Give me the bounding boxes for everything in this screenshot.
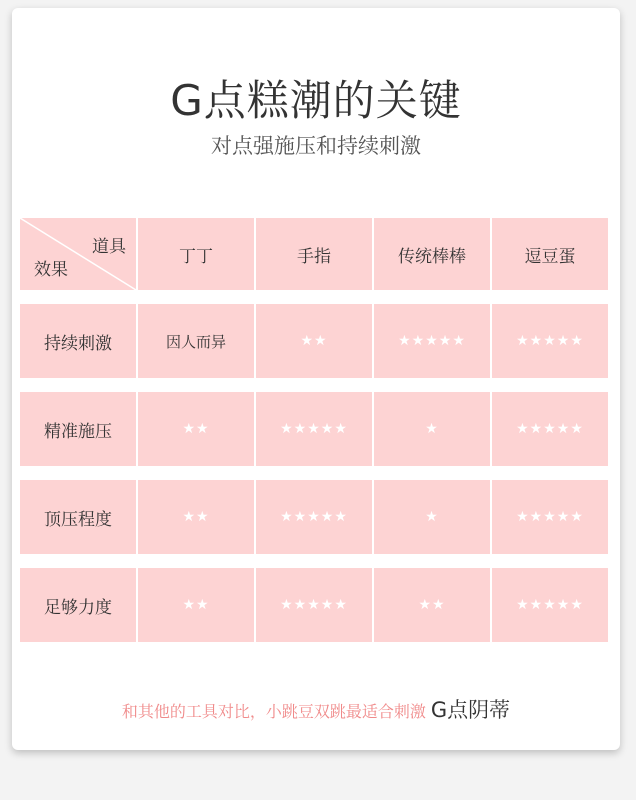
note-text: 和其他的工具对比，小跳豆双跳最适合刺激 [121,702,431,721]
page-subtitle: 对点强施压和持续刺激 [211,134,421,158]
star-rating: ★★ [256,304,372,378]
row-label: 持续刺激 [20,304,136,378]
page-title: G点糕潮的关键 [170,76,462,125]
star-rating: ★★★★★ [492,392,608,466]
table-cell: 因人而异 [138,304,254,378]
star-rating: ★★★★★ [492,568,608,642]
table-row [20,304,612,378]
column-header: 手指 [256,218,372,290]
corner-label-effect: 效果 [34,260,68,280]
row-label: 足够力度 [20,568,136,642]
column-header: 丁丁 [138,218,254,290]
content-card [12,8,620,750]
star-rating: ★ [374,480,490,554]
star-rating: ★★ [374,568,490,642]
table-row [20,392,612,466]
column-header: 传统棒棒 [374,218,490,290]
corner-label-tools: 道具 [92,237,126,257]
row-label: 顶压程度 [20,480,136,554]
star-rating: ★★★★★ [492,480,608,554]
star-rating: ★★★★★ [256,480,372,554]
column-header: 逗豆蛋 [492,218,608,290]
star-rating: ★★★★★ [374,304,490,378]
star-rating: ★★★★★ [256,568,372,642]
note-emphasis: G点阴蒂 [430,698,511,722]
comparison-table [20,218,612,642]
star-rating: ★★★★★ [256,392,372,466]
star-rating: ★★ [138,480,254,554]
comparison-note [12,694,620,724]
star-rating: ★★ [138,392,254,466]
star-rating: ★★ [138,568,254,642]
star-rating: ★★★★★ [492,304,608,378]
table-header-row [20,218,612,290]
row-label: 精准施压 [20,392,136,466]
star-rating: ★ [374,392,490,466]
table-row [20,568,612,642]
corner-header-cell [20,218,136,290]
table-row [20,480,612,554]
